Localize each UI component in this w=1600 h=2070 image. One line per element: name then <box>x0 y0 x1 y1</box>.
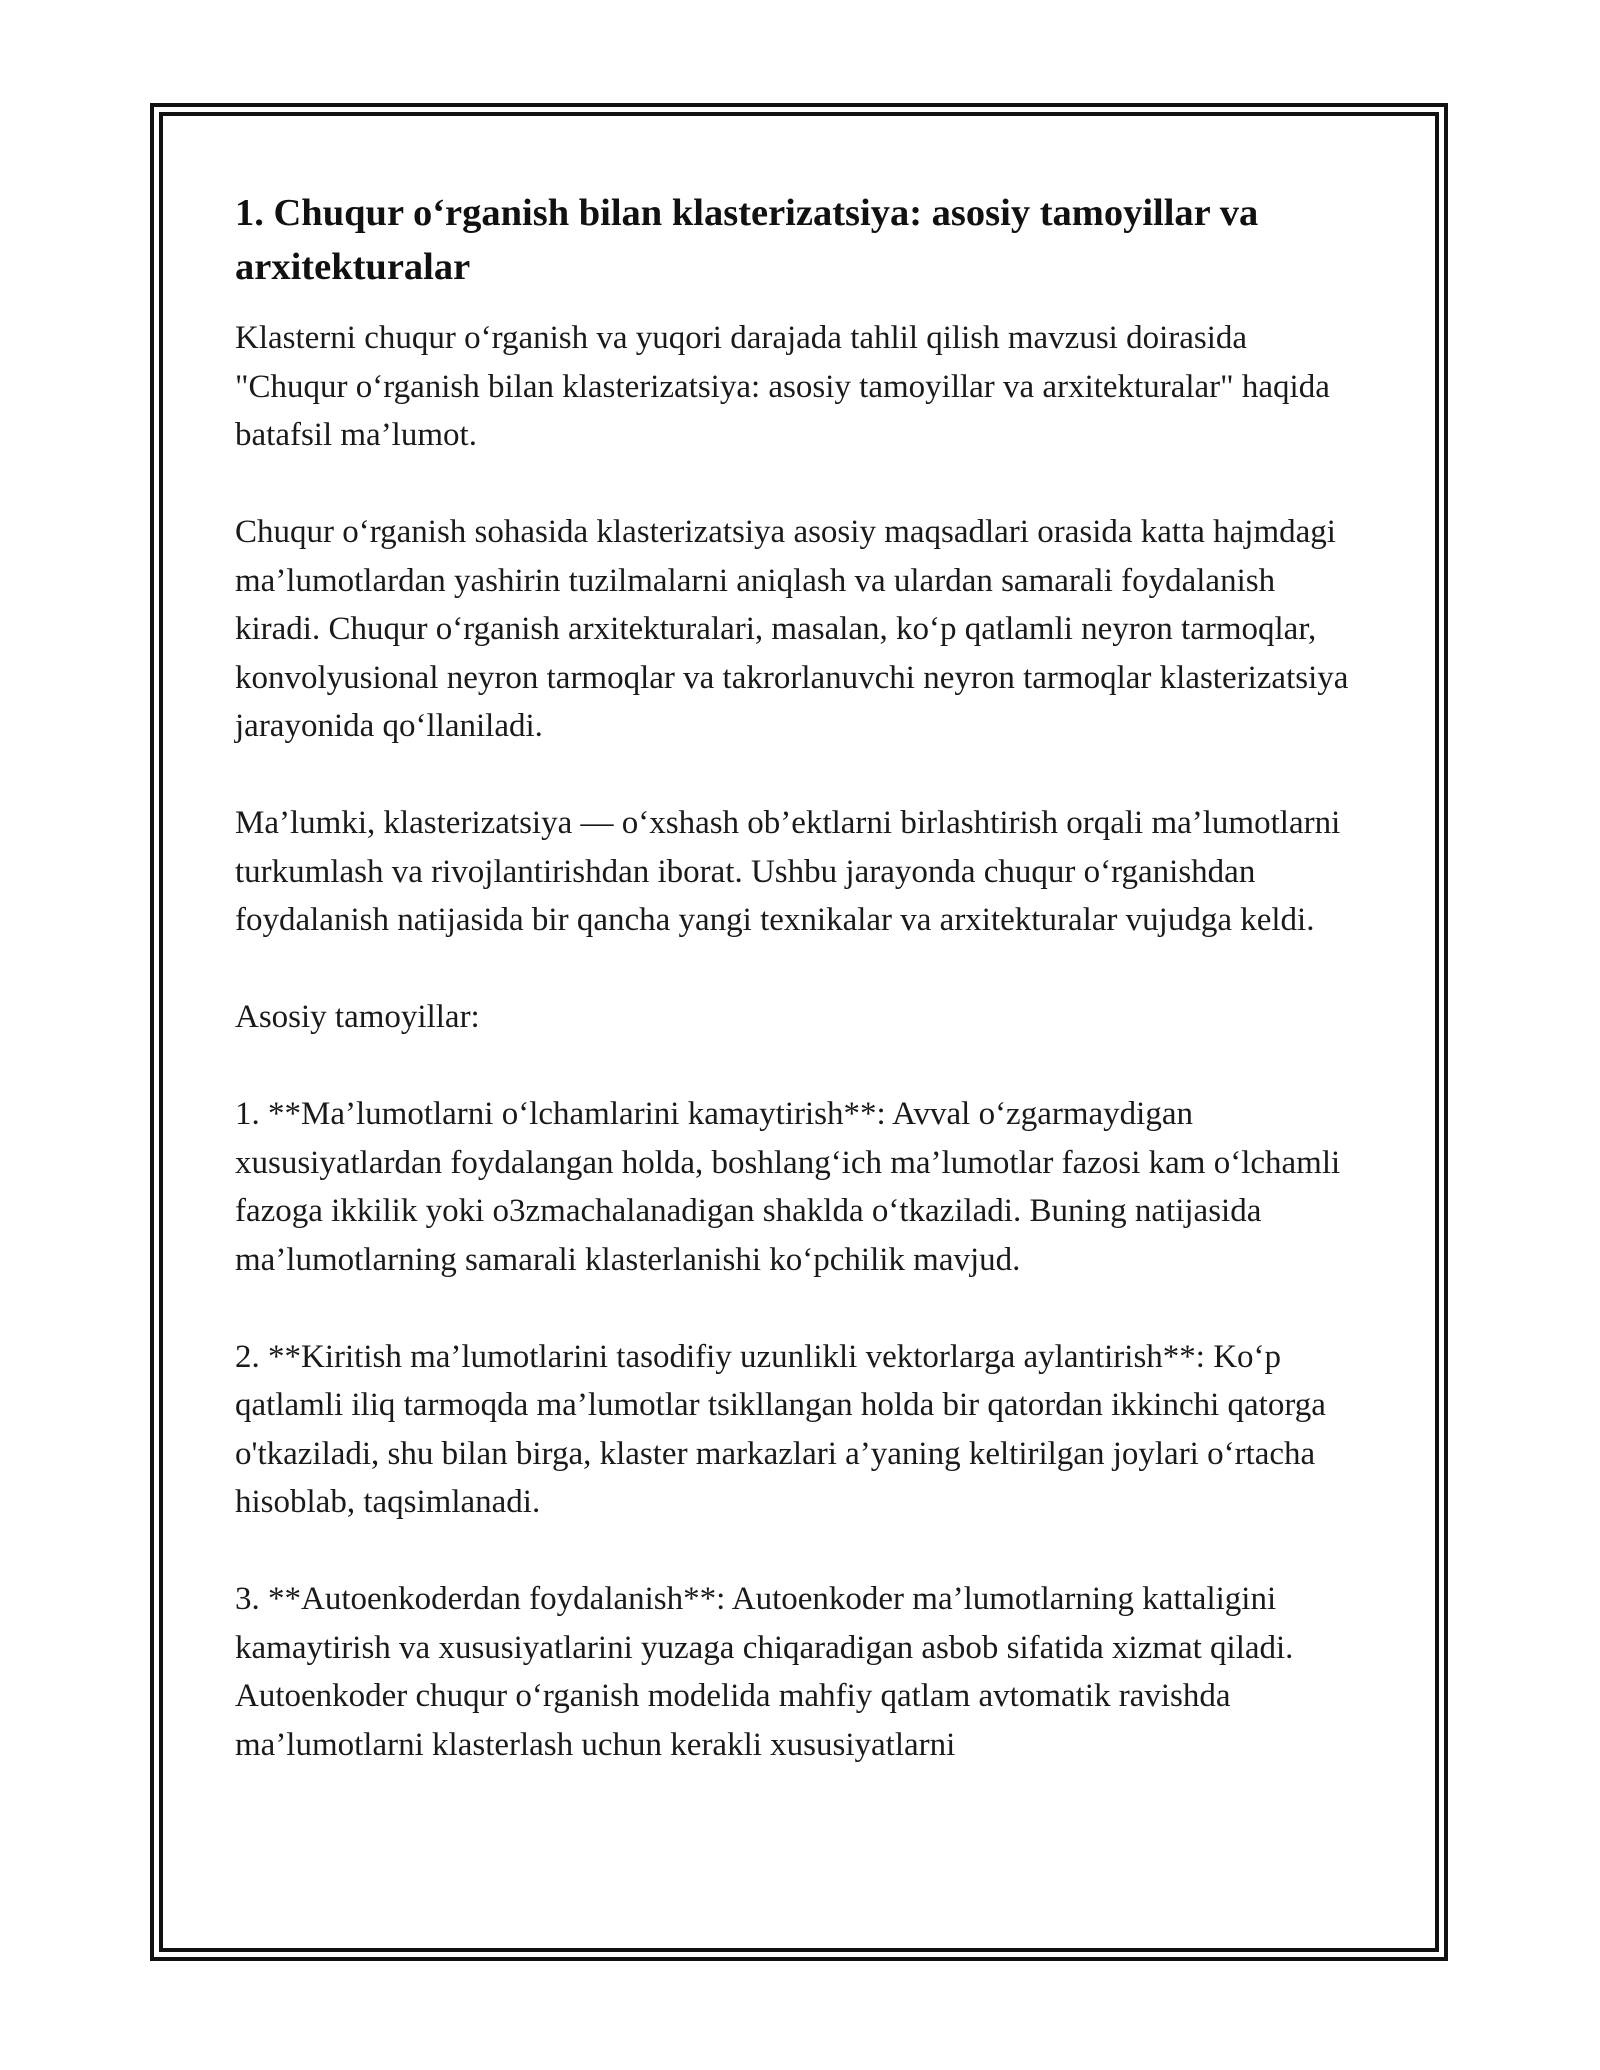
paragraph-principle-1: 1. **Ma’lumotlarni o‘lchamlarini kamaytirish**: Avval o‘zgarmaydigan xususiyatlardan foydalangan holda, boshlang‘ich ma’lumotlar fazosi kam o‘lchamli fazoga ikkilik yoki o3zmachalanadigan shaklda o‘tkaziladi. Buning natijasida ma’lumotlarning samarali klasterlanishi ko‘pchilik mavjud. <box>235 1096 1341 1278</box>
paragraph-clustering-definition: Ma’lumki, klasterizatsiya — o‘xshash ob’ektlarni birlashtirish orqali ma’lumotlarni turkumlash va rivojlantirishdan iborat. Ushbu jarayonda chuqur o‘rganishdan foydalanish natijasida bir qancha yangi texnikalar va arxitekturalar vujudga keldi. <box>235 805 1341 938</box>
paragraph-principle-2: 2. **Kiritish ma’lumotlarini tasodifiy uzunlikli vektorlarga aylantirish**: Ko‘p qatlamli iliq tarmoqda ma’lumotlar tsikllangan holda bir qatordan ikkinchi qatorga o'tkaziladi, shu bilan birga, klaster markazlari a’yaning keltirilgan joylari o‘rtacha hisoblab, taqsimlanadi. <box>235 1338 1326 1520</box>
section-heading: 1. Chuqur o‘rganish bilan klasterizatsiya: asosiy tamoyillar va arxitekturalar <box>235 192 1259 288</box>
document-body <box>235 186 1365 1769</box>
paragraph-principles-label: Asosiy tamoyillar: <box>235 999 480 1035</box>
paragraph-intro: Klasterni chuqur o‘rganish va yuqori darajada tahlil qilish mavzusi doirasida "Chuqur o‘rganish bilan klasterizatsiya: asosiy tamoyillar va arxitekturalar" haqida batafsil ma’lumot. <box>235 320 1330 453</box>
paragraph-principle-3: 3. **Autoenkoderdan foydalanish**: Autoenkoder ma’lumotlarning kattaligini kamaytirish va xususiyatlarini yuzaga chiqaradigan asbob sifatida xizmat qiladi. Autoenkoder chuqur o‘rganish modelida mahfiy qatlam avtomatik ravishda ma’lumotlarni klasterlash uchun kerakli xususiyatlarni <box>235 1581 1294 1763</box>
paragraph-deep-learning-goals: Chuqur o‘rganish sohasida klasterizatsiya asosiy maqsadlari orasida katta hajmdagi ma’lumotlardan yashirin tuzilmalarni aniqlash va ulardan samarali foydalanish kiradi. Chuqur o‘rganish arxitekturalari, masalan, ko‘p qatlamli neyron tarmoqlar, konvolyusional neyron tarmoqlar va takrorlanuvchi neyron tarmoqlar klasterizatsiya jarayonida qo‘llaniladi. <box>235 514 1349 744</box>
